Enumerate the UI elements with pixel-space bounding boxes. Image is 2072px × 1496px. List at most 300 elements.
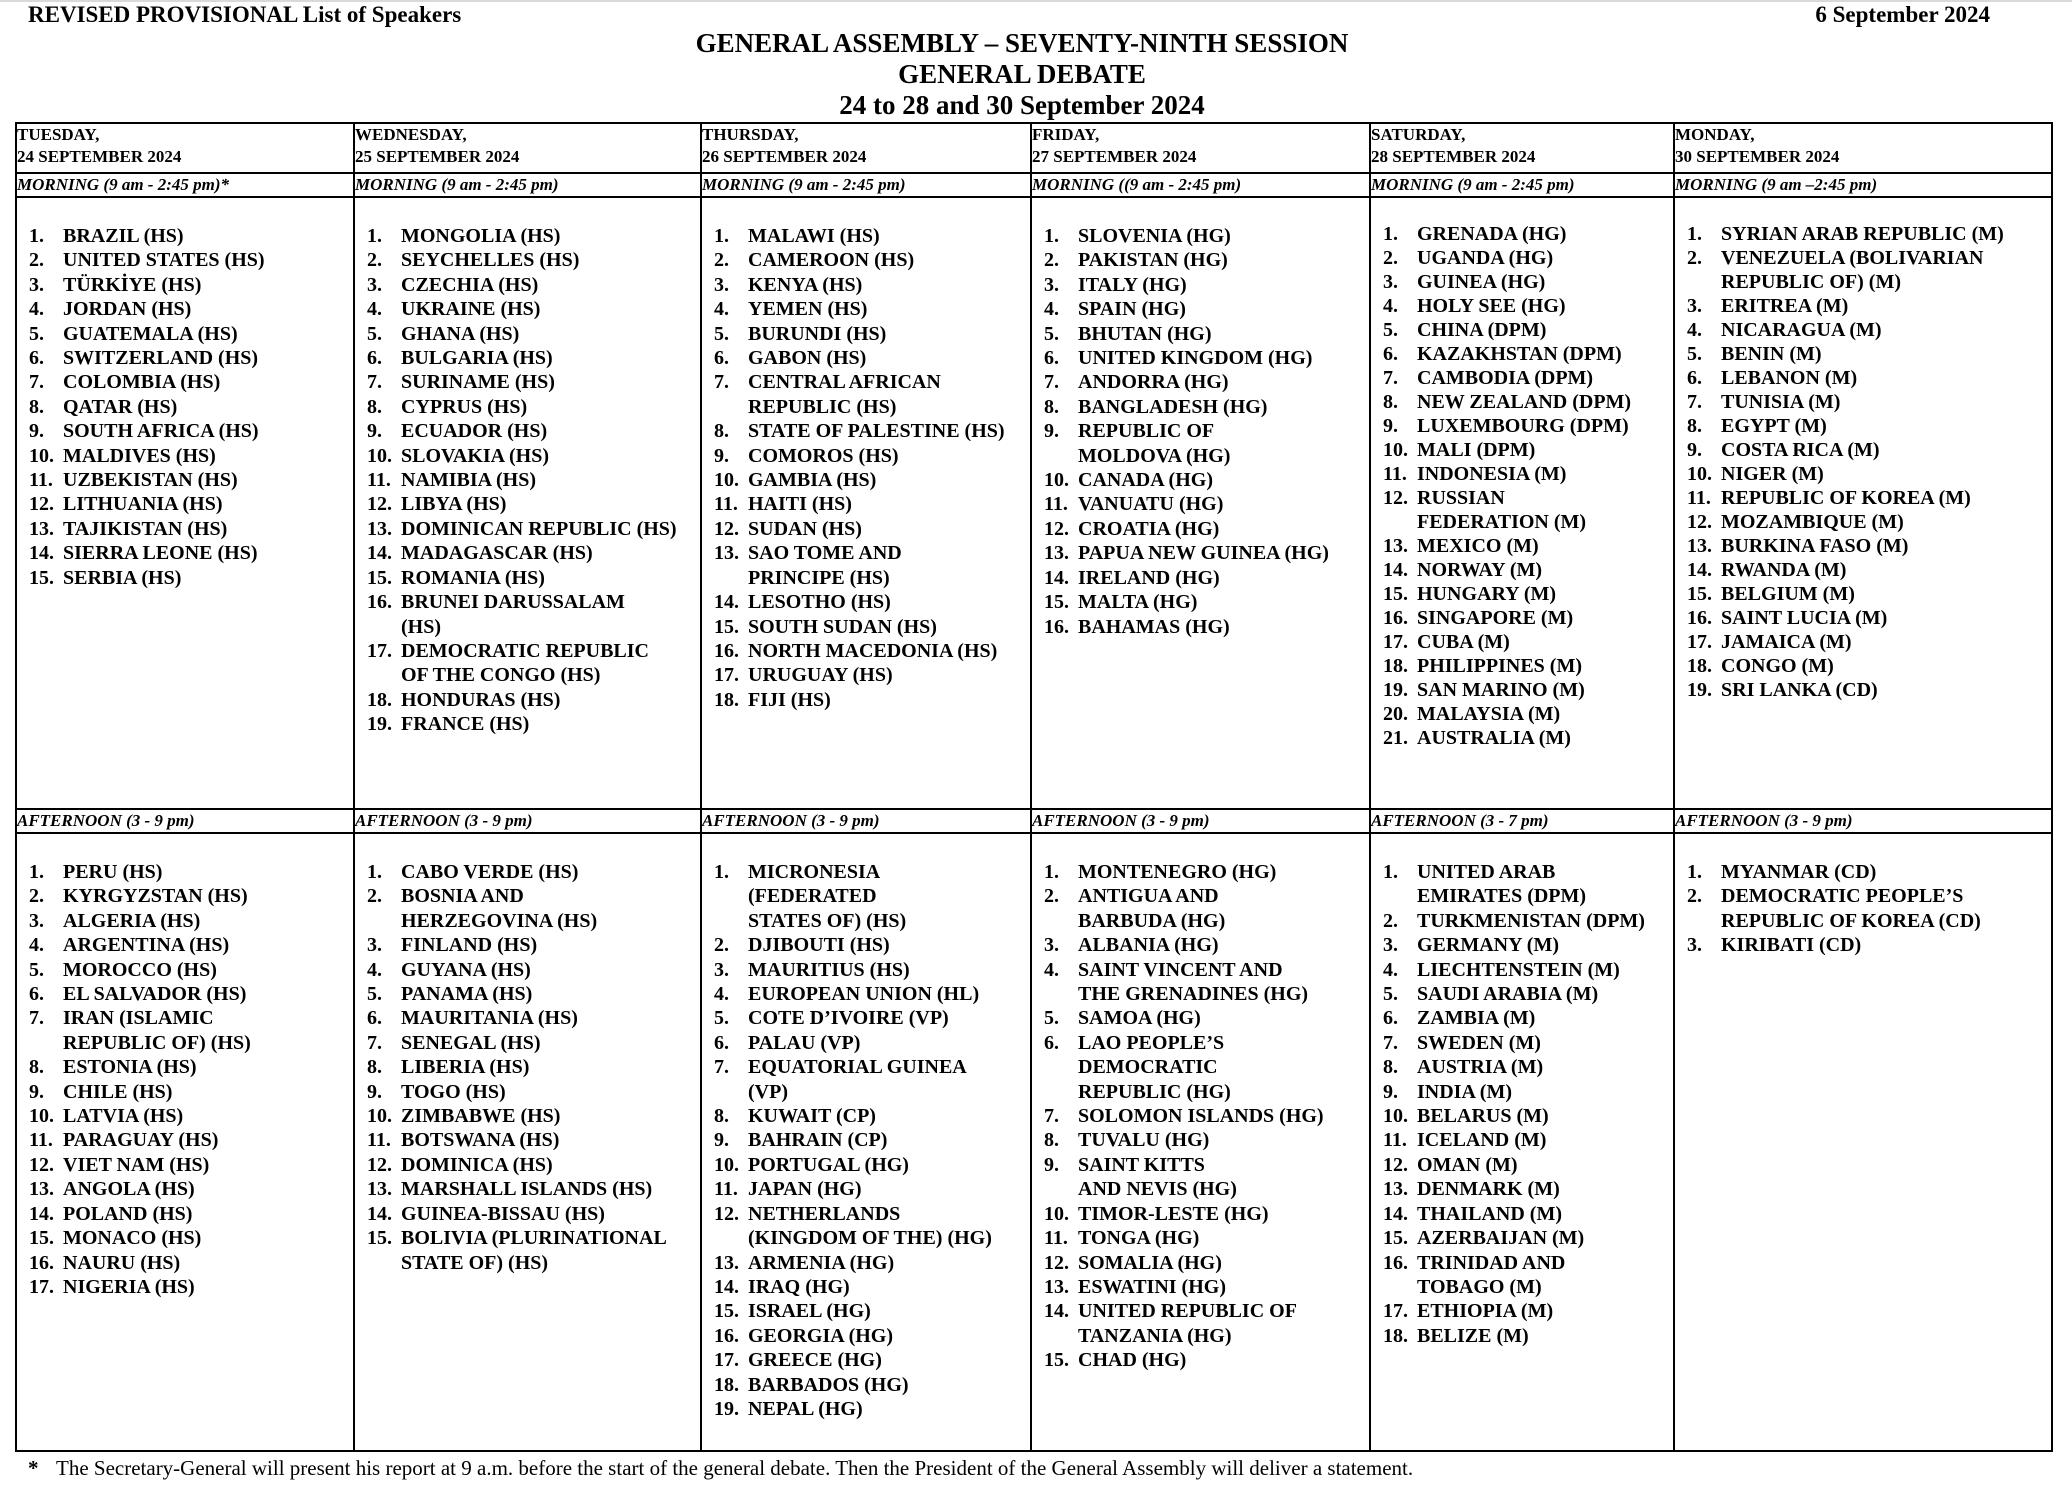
speaker-name [63, 468, 238, 492]
speaker-name [63, 1153, 209, 1177]
speaker-name-line: BURKINA FASO (M) [1721, 535, 1909, 557]
speaker-name-line: ARMENIA (HG) [748, 1251, 895, 1274]
speaker-name-line: ITALY (HG) [1078, 273, 1187, 296]
speaker-name-line: GAMBIA (HS) [748, 469, 877, 492]
speaker-name [1417, 726, 1571, 750]
speaker-name-line: HONDURAS (HS) [401, 688, 561, 711]
speaker-number: 5. [29, 958, 44, 981]
speaker-number: 9. [714, 444, 729, 467]
speaker-name-line: ECUADOR (HS) [401, 420, 548, 443]
speaker-number: 16. [1044, 615, 1069, 638]
speaker-name [748, 322, 886, 346]
speaker-name-line: NETHERLANDS [748, 1202, 901, 1225]
speaker-name [748, 517, 862, 541]
speaker-number: 8. [1687, 415, 1702, 437]
speaker-name-line: TOGO (HS) [401, 1080, 506, 1103]
speaker-number: 6. [1383, 1007, 1398, 1030]
speaker-name-line: NEW ZEALAND (DPM) [1417, 391, 1632, 413]
speaker-name-line: SLOVAKIA (HS) [401, 444, 550, 467]
speaker-list-item [367, 273, 700, 297]
speaker-list-item [29, 444, 353, 468]
speaker-list-item [1383, 534, 1673, 558]
speaker-name [1721, 606, 1887, 630]
speaker-list-item [1687, 390, 2051, 414]
speaker-number: 20. [1383, 703, 1408, 725]
speaker-name [401, 1104, 560, 1128]
speaker-name-line: THAILAND (M) [1417, 1202, 1562, 1225]
speaker-number: 15. [367, 1227, 392, 1250]
speaker-name-line: MYANMAR (CD) [1721, 861, 1877, 883]
speaker-name-line: KAZAKHSTAN (DPM) [1417, 343, 1622, 365]
speaker-name [1721, 414, 1827, 438]
speaker-name-line: BARBUDA (HG) [1078, 909, 1226, 932]
day-header-tuesday: TUESDAY, 24 SEPTEMBER 2024 [16, 123, 354, 173]
speaker-list-item [714, 273, 1030, 297]
speaker-name [1417, 534, 1539, 558]
speaker-name [748, 419, 1005, 443]
speaker-number: 4. [1044, 298, 1059, 321]
speaker-name-line: COLOMBIA (HS) [63, 371, 221, 394]
speaker-name [748, 933, 890, 957]
speaker-list-item [1044, 1128, 1369, 1152]
speaker-name [63, 248, 265, 272]
speaker-number: 4. [1687, 319, 1702, 341]
speaker-name-line: LATVIA (HS) [63, 1105, 184, 1128]
speaker-number: 16. [1687, 607, 1712, 629]
speaker-number: 15. [1044, 591, 1069, 614]
speaker-number: 14. [1383, 559, 1408, 581]
speaker-list-item [1044, 884, 1369, 933]
speaker-name [1078, 958, 1308, 1007]
speaker-list-item [29, 1104, 353, 1128]
speaker-list-item [1044, 1031, 1369, 1104]
speaker-list-item [714, 639, 1030, 663]
speaker-number: 13. [714, 1251, 739, 1274]
speaker-list-item [367, 933, 700, 957]
speaker-number: 5. [714, 322, 729, 345]
speaker-name-line: IRELAND (HG) [1078, 566, 1220, 589]
speaker-number: 2. [1044, 249, 1059, 272]
speaker-name [63, 860, 162, 884]
speaker-name-line: PAPUA NEW GUINEA (HG) [1078, 542, 1329, 565]
speaker-name [401, 1055, 529, 1079]
speaker-name [748, 1055, 967, 1104]
speaker-name-line: ESWATINI (HG) [1078, 1275, 1226, 1298]
speaker-list-item [1687, 366, 2051, 390]
speaker-list-item [367, 688, 700, 712]
speaker-number: 10. [714, 469, 739, 492]
speaker-name [1721, 246, 1983, 294]
speaker-number: 4. [367, 958, 382, 981]
speaker-name [1078, 1299, 1297, 1348]
speaker-number: 12. [1383, 487, 1408, 509]
speaker-name [1417, 702, 1560, 726]
speaker-name [748, 1348, 882, 1372]
speaker-name-line: ERITREA (M) [1721, 295, 1849, 317]
speaker-list-item [714, 1055, 1030, 1104]
speaker-number: 8. [29, 1056, 44, 1079]
title-debate: GENERAL DEBATE [898, 59, 1146, 89]
speaker-list-item [1687, 414, 2051, 438]
speaker-name [63, 1104, 183, 1128]
speaker-name [63, 982, 246, 1006]
speaker-name-line: CZECHIA (HS) [401, 273, 539, 296]
speaker-name [1078, 419, 1230, 468]
speaker-number: 10. [1383, 439, 1408, 461]
speaker-number: 10. [367, 444, 392, 467]
speaker-name [1417, 582, 1556, 606]
speaker-number: 13. [1383, 1178, 1408, 1201]
speaker-name-line: SAINT LUCIA (M) [1721, 607, 1888, 629]
speaker-name-line: REPUBLIC OF [1078, 420, 1215, 443]
speaker-name-line: COTE D’IVOIRE (VP) [748, 1007, 949, 1030]
speaker-name-line: COSTA RICA (M) [1721, 439, 1880, 461]
speaker-name-line: ROMANIA (HS) [401, 566, 545, 589]
speaker-name [748, 541, 902, 590]
speaker-name-line: BHUTAN (HG) [1078, 322, 1212, 345]
speaker-name [401, 566, 545, 590]
speaker-name-line: CENTRAL AFRICAN [748, 371, 941, 394]
speaker-list-item [1383, 270, 1673, 294]
speaker-name-line: CHILE (HS) [63, 1080, 173, 1103]
speaker-name-line: PORTUGAL (HG) [748, 1153, 909, 1176]
speaker-number: 18. [1383, 655, 1408, 677]
speakers-schedule-table [15, 122, 2053, 1452]
speaker-number: 2. [29, 885, 44, 908]
speaker-number: 12. [1383, 1153, 1408, 1176]
speaker-name [63, 1202, 192, 1226]
speaker-name-line: UNITED ARAB [1417, 861, 1556, 883]
speaker-name-line: MAURITIUS (HS) [748, 958, 910, 981]
speaker-name-line: SAO TOME AND [748, 542, 902, 565]
speaker-number: 1. [1044, 861, 1059, 883]
speaker-name-line: GEORGIA (HG) [748, 1324, 894, 1347]
speaker-name [401, 982, 532, 1006]
speaker-name [748, 1128, 887, 1152]
speaker-list-item [29, 933, 353, 957]
speaker-number: 1. [1383, 223, 1398, 245]
speaker-number: 5. [1044, 322, 1059, 345]
speaker-name [1721, 933, 1861, 957]
speaker-name-line: MALAWI (HS) [748, 225, 880, 247]
speaker-list-item [714, 860, 1030, 933]
speaker-name-line: MEXICO (M) [1417, 535, 1539, 557]
speaker-list-item [1044, 248, 1369, 272]
speaker-number: 17. [29, 1275, 54, 1298]
speaker-name [1078, 297, 1186, 321]
speaker-name [748, 1324, 893, 1348]
speaker-number: 13. [1044, 1275, 1069, 1298]
speaker-name [1417, 606, 1573, 630]
speaker-list-item [1687, 558, 2051, 582]
speaker-number: 11. [1383, 463, 1407, 485]
speaker-list-item [1044, 541, 1369, 565]
speaker-number: 5. [1687, 343, 1702, 365]
speaker-list-item [714, 297, 1030, 321]
speaker-name [748, 1006, 949, 1030]
speaker-name-line: EUROPEAN UNION (HL) [748, 983, 980, 1006]
speaker-name [748, 248, 914, 272]
speaker-name-line: DEMOCRATIC [1078, 1056, 1218, 1079]
speaker-list-item [1383, 630, 1673, 654]
speaker-name [748, 688, 831, 712]
speaker-list-item [367, 982, 700, 1006]
speaker-number: 8. [1044, 395, 1059, 418]
speaker-name [1721, 558, 1846, 582]
speaker-name-line: GERMANY (M) [1417, 934, 1560, 957]
speaker-name-line: AUSTRIA (M) [1417, 1056, 1544, 1079]
speaker-name [1417, 630, 1510, 654]
speaker-name [401, 444, 549, 468]
speaker-name-line: MOZAMBIQUE (M) [1721, 511, 1904, 533]
speaker-name-line: SUDAN (HS) [748, 517, 862, 540]
speaker-number: 14. [1383, 1202, 1408, 1225]
speaker-number: 1. [29, 225, 44, 247]
speaker-name-line: DOMINICAN REPUBLIC (HS) [401, 517, 677, 540]
speaker-number: 16. [714, 1324, 739, 1347]
speaker-name-line: JAMAICA (M) [1721, 631, 1852, 653]
speaker-number: 14. [1687, 559, 1712, 581]
speaker-list-item [1687, 654, 2051, 678]
speaker-list-item [1687, 318, 2051, 342]
speaker-number: 7. [1383, 1031, 1398, 1054]
speaker-number: 5. [1383, 983, 1398, 1006]
afternoon-label: AFTERNOON (3 - 9 pm) [1031, 809, 1370, 833]
speaker-name-line: NEPAL (HG) [748, 1397, 863, 1420]
speaker-name [63, 492, 222, 516]
speaker-name [1417, 958, 1620, 982]
speaker-name-line: LIBYA (HS) [401, 493, 507, 516]
speaker-name-line: SOUTH AFRICA (HS) [63, 420, 259, 443]
document-titles [0, 28, 2044, 121]
speaker-name-line: BENIN (M) [1721, 343, 1822, 365]
speaker-number: 6. [367, 347, 382, 370]
speaker-number: 7. [1687, 391, 1702, 413]
speaker-name-line: BRAZIL (HS) [63, 225, 184, 247]
speaker-number: 10. [1044, 1202, 1069, 1225]
speaker-number: 5. [1044, 1007, 1059, 1030]
speaker-list-item [1383, 726, 1673, 750]
speaker-list-item [1383, 582, 1673, 606]
speaker-list-item [367, 1153, 700, 1177]
speaker-name-line: MONTENEGRO (HG) [1078, 861, 1277, 883]
speaker-list-item [29, 492, 353, 516]
speaker-name-line: REPUBLIC OF) (M) [1721, 271, 1901, 293]
speaker-name [748, 1104, 876, 1128]
speaker-list-item [1383, 1251, 1673, 1300]
speaker-number: 3. [29, 273, 44, 296]
speaker-number: 9. [367, 420, 382, 443]
speaker-name-line: BOTSWANA (HS) [401, 1129, 560, 1152]
speaker-name-line: NAURU (HS) [63, 1251, 181, 1274]
speaker-name-line: TRINIDAD AND [1417, 1251, 1566, 1274]
speaker-name-line: GREECE (HG) [748, 1349, 882, 1372]
speaker-list-item [1687, 510, 2051, 534]
speaker-name [1721, 462, 1824, 486]
afternoon-speakers-cell [1370, 833, 1674, 1451]
speaker-name-line: HAITI (HS) [748, 493, 852, 516]
speaker-name [1721, 390, 1840, 414]
speaker-name [401, 224, 560, 248]
footnote-text: The Secretary-General will present his report at 9 a.m. before the start of the general debate. Then the President of the General Assembly will deliver a statement. [56, 1456, 1414, 1480]
speaker-list-item [1687, 294, 2051, 318]
speaker-list-item [1044, 1006, 1369, 1030]
speaker-list-item [29, 1251, 353, 1275]
speaker-name-line: UNITED STATES (HS) [63, 249, 265, 272]
speaker-list [1675, 834, 2051, 958]
speaker-list-item [367, 712, 700, 736]
speaker-name [401, 419, 547, 443]
speaker-number: 7. [367, 371, 382, 394]
speaker-name-line: MONACO (HS) [63, 1227, 202, 1250]
speaker-name [401, 346, 553, 370]
speaker-name-line: LEBANON (M) [1721, 367, 1858, 389]
speaker-number: 2. [367, 885, 382, 908]
speaker-name [1078, 1031, 1231, 1104]
speaker-name [1721, 342, 1822, 366]
speaker-number: 18. [714, 1373, 739, 1396]
speaker-name-line: SOUTH SUDAN (HS) [748, 615, 937, 638]
speaker-list-item [29, 860, 353, 884]
speaker-list-item [367, 639, 700, 688]
speaker-name [1721, 294, 1848, 318]
speaker-name [1417, 1080, 1512, 1104]
speaker-number: 3. [1383, 934, 1398, 957]
speaker-list-item [1687, 860, 2051, 884]
speaker-list-item [1687, 486, 2051, 510]
speaker-name [1078, 1104, 1324, 1128]
speaker-name-line: UZBEKISTAN (HS) [63, 469, 238, 492]
speaker-number: 12. [1044, 1251, 1069, 1274]
speaker-list-item [1044, 1226, 1369, 1250]
speaker-list-item [29, 1177, 353, 1201]
speaker-name-line: CABO VERDE (HS) [401, 861, 579, 883]
speaker-number: 7. [714, 371, 729, 394]
speaker-name-line: ARGENTINA (HS) [63, 934, 230, 957]
speaker-number: 18. [1687, 655, 1712, 677]
speaker-number: 5. [714, 1007, 729, 1030]
speaker-number: 1. [367, 225, 382, 247]
speaker-list-item [1383, 1104, 1673, 1128]
speaker-number: 3. [1044, 273, 1059, 296]
morning-label: MORNING (9 am - 2:45 pm) [1370, 173, 1674, 197]
morning-label-row [16, 173, 2052, 197]
speaker-list-item [1383, 486, 1673, 534]
speaker-number: 12. [1687, 511, 1712, 533]
speaker-list-item [714, 492, 1030, 516]
speaker-number: 4. [714, 983, 729, 1006]
speaker-name-line: ZAMBIA (M) [1417, 1007, 1536, 1030]
speaker-name-line: LAO PEOPLE’S [1078, 1031, 1225, 1054]
speaker-name [1417, 486, 1586, 534]
speaker-number: 6. [1687, 367, 1702, 389]
speaker-name [1721, 510, 1904, 534]
speaker-name-line: INDIA (M) [1417, 1080, 1512, 1103]
speaker-name [748, 860, 906, 933]
speaker-name [748, 1275, 850, 1299]
speaker-name [1078, 1202, 1269, 1226]
speaker-name-line: QATAR (HS) [63, 395, 178, 418]
speaker-name [1721, 318, 1882, 342]
speaker-number: 16. [714, 639, 739, 662]
speaker-list-item [29, 1275, 353, 1299]
speaker-number: 16. [29, 1251, 54, 1274]
speaker-list-item [1383, 294, 1673, 318]
afternoon-speakers-cell [1031, 833, 1370, 1451]
speaker-number: 9. [29, 1080, 44, 1103]
speaker-list-item [1383, 982, 1673, 1006]
speaker-number: 12. [367, 493, 392, 516]
speaker-list-item [367, 590, 700, 639]
speaker-number: 9. [1687, 439, 1702, 461]
speaker-number: 5. [1383, 319, 1398, 341]
speaker-number: 18. [367, 688, 392, 711]
speaker-list-item [1687, 462, 2051, 486]
speaker-name [1078, 590, 1197, 614]
speaker-name-line: NAMIBIA (HS) [401, 469, 537, 492]
speaker-name-line: SIERRA LEONE (HS) [63, 542, 258, 565]
speaker-name-line: BELIZE (M) [1417, 1324, 1529, 1347]
speaker-name [401, 1031, 540, 1055]
speaker-number: 10. [714, 1153, 739, 1176]
speaker-name-line: SERBIA (HS) [63, 566, 182, 589]
speaker-number: 12. [714, 517, 739, 540]
morning-speakers-cell [1031, 197, 1370, 809]
speaker-list-item [714, 517, 1030, 541]
title-dates: 24 to 28 and 30 September 2024 [839, 90, 1205, 120]
speaker-list-item [29, 346, 353, 370]
speaker-list-item [1383, 1055, 1673, 1079]
speaker-name-line: GRENADA (HG) [1417, 223, 1567, 245]
speaker-name-line: KUWAIT (CP) [748, 1105, 876, 1128]
speaker-list-item [1383, 654, 1673, 678]
speaker-list-item [29, 1055, 353, 1079]
speaker-number: 6. [29, 347, 44, 370]
speaker-name-line: LESOTHO (HS) [748, 591, 891, 614]
speaker-number: 4. [1383, 295, 1398, 317]
speaker-list-item [1383, 702, 1673, 726]
speaker-list-item [1383, 1153, 1673, 1177]
speaker-name-line: DEMOCRATIC PEOPLE’S [1721, 885, 1964, 908]
speaker-name-line: GABON (HS) [748, 347, 867, 370]
speaker-number: 3. [29, 909, 44, 932]
speaker-list-item [714, 1202, 1030, 1251]
speaker-name [63, 933, 229, 957]
speaker-list-item [714, 419, 1030, 443]
speaker-name-line: MALDIVES (HS) [63, 444, 216, 467]
day-header-row [16, 123, 2052, 173]
speaker-list-item [1687, 438, 2051, 462]
speaker-number: 11. [1044, 493, 1068, 516]
speaker-name [1417, 1128, 1546, 1152]
speaker-number: 6. [714, 1031, 729, 1054]
speaker-name-line: SAINT KITTS [1078, 1153, 1205, 1176]
speaker-name [63, 419, 259, 443]
speaker-name [63, 395, 177, 419]
speaker-list-item [367, 1128, 700, 1152]
speaker-list-item [1044, 590, 1369, 614]
speaker-name-line: CANADA (HG) [1078, 469, 1213, 492]
speaker-list-item [714, 541, 1030, 590]
speaker-name-line: TUVALU (HG) [1078, 1129, 1210, 1152]
speaker-list-item [714, 224, 1030, 248]
speaker-name [1417, 860, 1586, 909]
speaker-name-line: ESTONIA (HS) [63, 1056, 197, 1079]
speaker-name [1078, 224, 1231, 248]
speaker-name-line: OF THE CONGO (HS) [401, 664, 601, 687]
speaker-list-item [1383, 909, 1673, 933]
day-header-monday: MONDAY, 30 SEPTEMBER 2024 [1674, 123, 2052, 173]
